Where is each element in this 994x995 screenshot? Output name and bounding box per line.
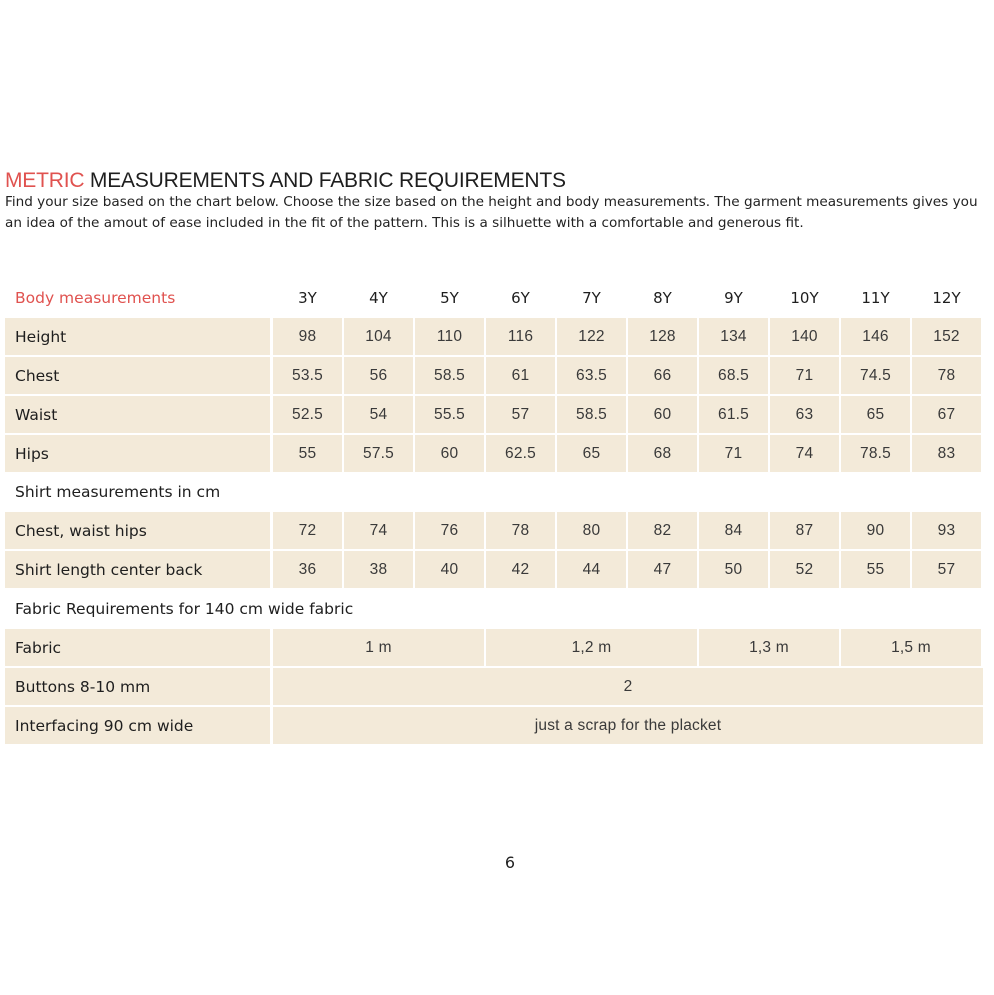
size-header: 6Y	[511, 289, 530, 307]
table-cell: 68	[628, 435, 697, 472]
measurement-table	[5, 280, 983, 745]
table-cell: 53.5	[273, 357, 342, 394]
table-cell: 61.5	[699, 396, 768, 433]
size-header: 9Y	[724, 289, 743, 307]
table-cell: 61	[486, 357, 555, 394]
row-label: Height	[5, 318, 270, 355]
table-cell: 71	[699, 435, 768, 472]
size-header: 7Y	[582, 289, 601, 307]
table-cell: 80	[557, 512, 626, 549]
table-cell: 44	[557, 551, 626, 588]
table-cell: 58.5	[415, 357, 484, 394]
table-cell: 38	[344, 551, 413, 588]
table-cell: 74	[770, 435, 839, 472]
table-cell: 57	[912, 551, 981, 588]
table-cell: 110	[415, 318, 484, 355]
page-number: 6	[504, 853, 516, 872]
table-cell: 78	[912, 357, 981, 394]
size-header: 5Y	[440, 289, 459, 307]
fabric-amount: 1,3 m	[699, 629, 839, 666]
table-cell: 55	[273, 435, 342, 472]
table-cell: 57.5	[344, 435, 413, 472]
table-cell: 128	[628, 318, 697, 355]
table-cell: 74	[344, 512, 413, 549]
table-cell: 56	[344, 357, 413, 394]
shirt-section-label: Shirt measurements in cm	[15, 483, 221, 501]
interfacing-value: just a scrap for the placket	[273, 707, 983, 744]
size-header: 4Y	[369, 289, 388, 307]
table-cell: 52.5	[273, 396, 342, 433]
size-header: 3Y	[298, 289, 317, 307]
table-cell: 152	[912, 318, 981, 355]
table-cell: 66	[628, 357, 697, 394]
table-cell: 82	[628, 512, 697, 549]
table-cell: 78.5	[841, 435, 910, 472]
table-cell: 55	[841, 551, 910, 588]
table-cell: 122	[557, 318, 626, 355]
buttons-value: 2	[273, 668, 983, 705]
row-label: Hips	[5, 435, 270, 472]
fabric-amount: 1,5 m	[841, 629, 981, 666]
table-cell: 72	[273, 512, 342, 549]
table-cell: 57	[486, 396, 555, 433]
table-cell: 140	[770, 318, 839, 355]
table-cell: 36	[273, 551, 342, 588]
size-header: 10Y	[790, 289, 819, 307]
table-cell: 60	[415, 435, 484, 472]
table-cell: 60	[628, 396, 697, 433]
table-cell: 52	[770, 551, 839, 588]
fabric-section-label: Fabric Requirements for 140 cm wide fabric	[15, 600, 354, 618]
table-cell: 58.5	[557, 396, 626, 433]
table-cell: 42	[486, 551, 555, 588]
table-cell: 87	[770, 512, 839, 549]
table-cell: 78	[486, 512, 555, 549]
row-label: Chest	[5, 357, 270, 394]
table-cell: 65	[557, 435, 626, 472]
table-cell: 98	[273, 318, 342, 355]
table-cell: 67	[912, 396, 981, 433]
table-cell: 50	[699, 551, 768, 588]
table-cell: 84	[699, 512, 768, 549]
body-measurements-header: Body measurements	[15, 289, 176, 307]
row-label: Shirt length center back	[5, 551, 270, 588]
table-cell: 40	[415, 551, 484, 588]
page-heading	[5, 169, 566, 193]
size-header: 8Y	[653, 289, 672, 307]
fabric-row-label: Fabric	[5, 629, 270, 666]
table-cell: 134	[699, 318, 768, 355]
size-header: 11Y	[861, 289, 890, 307]
table-cell: 93	[912, 512, 981, 549]
table-cell: 74.5	[841, 357, 910, 394]
fabric-amount: 1 m	[273, 629, 484, 666]
table-cell: 90	[841, 512, 910, 549]
size-header: 12Y	[932, 289, 961, 307]
heading-accent: METRIC	[5, 169, 85, 192]
table-cell: 54	[344, 396, 413, 433]
fabric-amount: 1,2 m	[486, 629, 697, 666]
table-cell: 63	[770, 396, 839, 433]
table-cell: 62.5	[486, 435, 555, 472]
row-label: Chest, waist hips	[5, 512, 270, 549]
table-cell: 65	[841, 396, 910, 433]
table-cell: 55.5	[415, 396, 484, 433]
table-cell: 116	[486, 318, 555, 355]
table-cell: 47	[628, 551, 697, 588]
table-cell: 76	[415, 512, 484, 549]
table-cell: 63.5	[557, 357, 626, 394]
table-cell: 146	[841, 318, 910, 355]
heading-rest: MEASUREMENTS AND FABRIC REQUIREMENTS	[84, 169, 566, 192]
table-cell: 71	[770, 357, 839, 394]
table-cell: 83	[912, 435, 981, 472]
table-cell: 104	[344, 318, 413, 355]
intro-text: Find your size based on the chart below. Choose the size based on the height and body measurements. The garment measurements gives you an idea of the amout of ease included in the fit of the pattern. This is a silhuette with a comfortable and generous fit.	[5, 194, 978, 231]
buttons-row-label: Buttons 8-10 mm	[5, 668, 270, 705]
interfacing-row-label: Interfacing 90 cm wide	[5, 707, 270, 744]
table-cell: 68.5	[699, 357, 768, 394]
row-label: Waist	[5, 396, 270, 433]
